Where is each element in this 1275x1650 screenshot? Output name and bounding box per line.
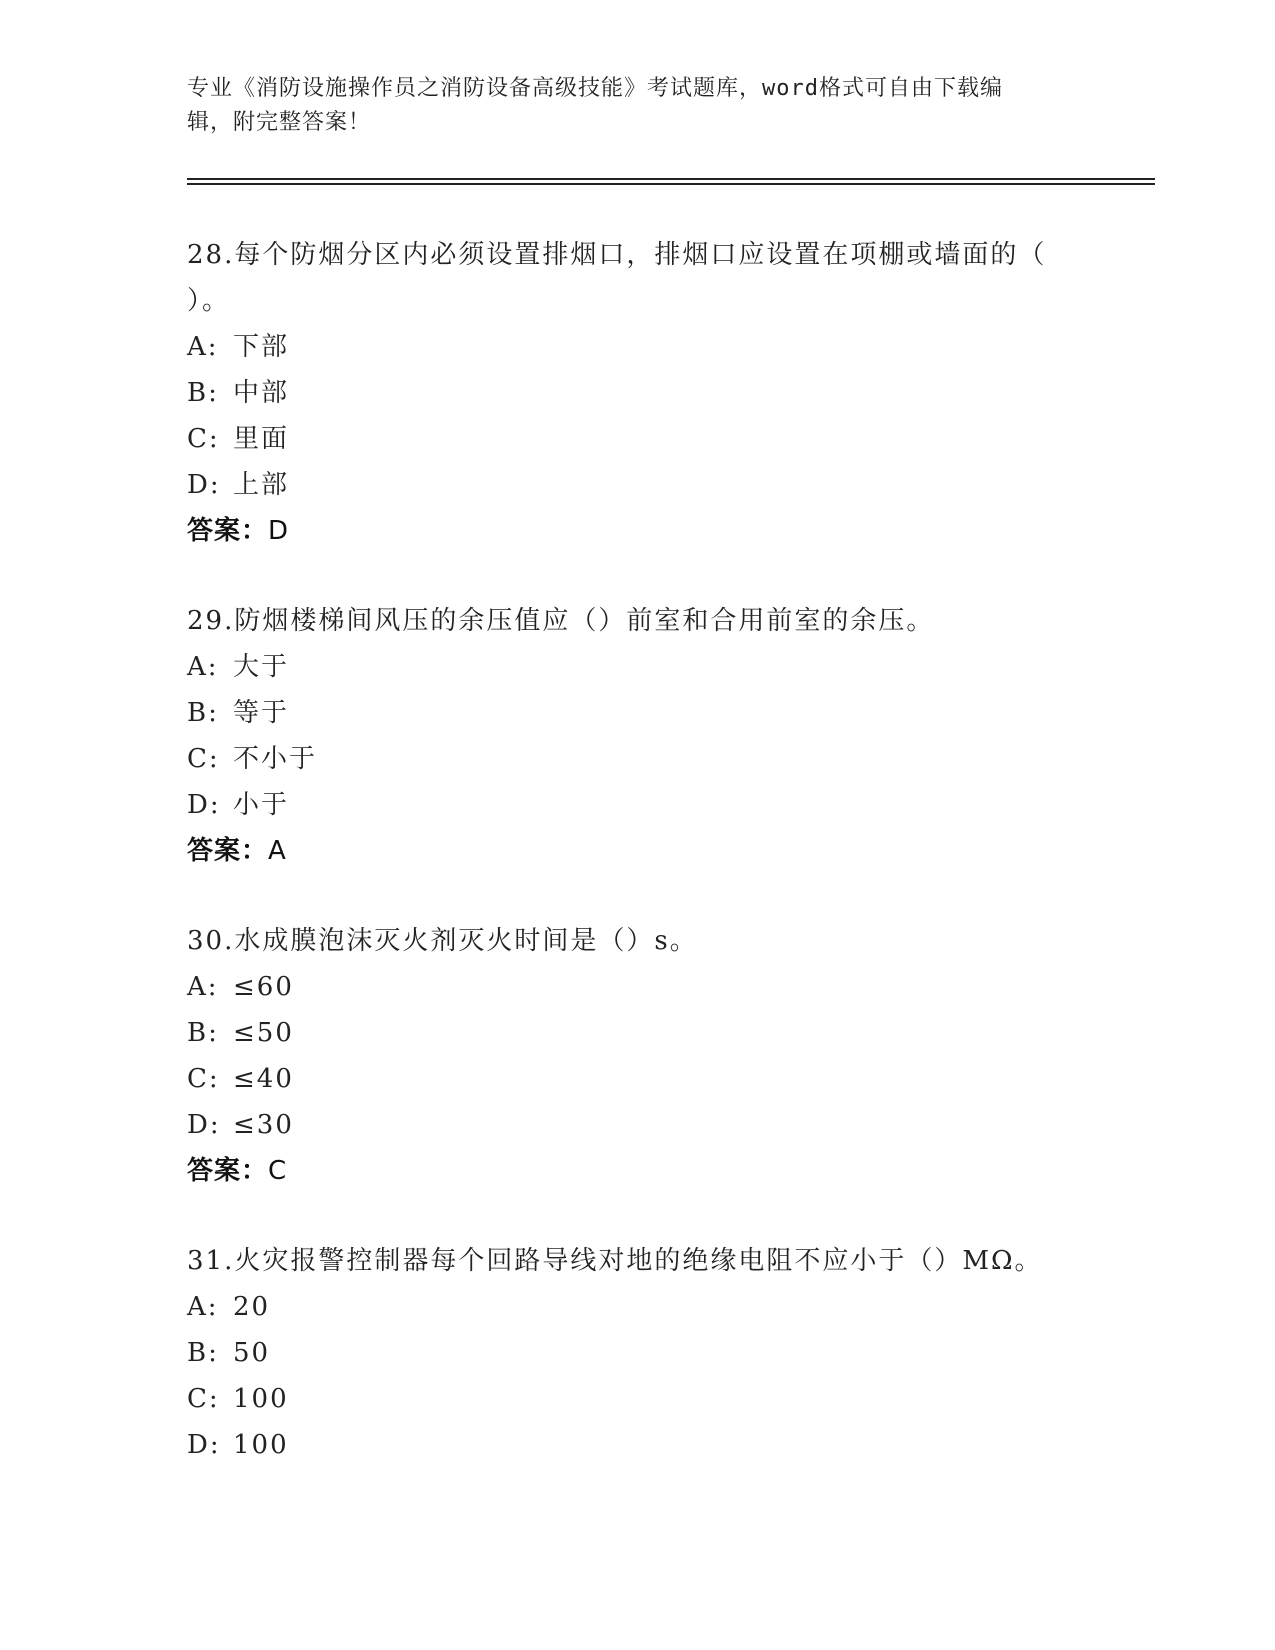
option-c [187,736,1087,782]
option-letter: B: [187,378,219,408]
option-text: 中部 [233,378,290,408]
option-letter: B: [187,1018,219,1048]
option-letter: B: [187,1338,219,1368]
option-a [187,964,1087,1010]
header-rule-bottom [187,183,1155,185]
option-a [187,324,1087,370]
option-text: 20 [233,1292,271,1322]
option-a [187,1284,1087,1330]
option-b [187,370,1087,416]
option-text: 50 [233,1338,271,1368]
answer-value: A [268,836,287,866]
option-text: ≤50 [233,1018,294,1048]
answer-label: 答案： [187,836,269,866]
question-stem-line-1: 29.防烟楼梯间风压的余压值应（）前室和合用前室的余压。 [187,606,935,636]
option-letter: C: [187,424,220,454]
option-text: 100 [233,1430,289,1460]
option-text: 等于 [233,698,290,728]
option-letter: C: [187,744,220,774]
option-text: 小于 [233,790,290,820]
option-letter: C: [187,1064,220,1094]
question-stem [187,598,1087,644]
option-letter: B: [187,698,219,728]
option-list [187,324,1087,508]
question-28 [187,232,1087,554]
option-c [187,1376,1087,1422]
option-a [187,644,1087,690]
option-d [187,1422,1087,1468]
option-b [187,1010,1087,1056]
question-stem [187,232,1087,324]
option-d [187,462,1087,508]
question-list [187,232,1087,1512]
question-stem [187,918,1087,964]
option-text: 下部 [233,332,290,362]
option-letter: A: [187,1292,219,1322]
option-letter: D: [187,470,221,500]
question-stem-line-2: ）。 [187,286,231,316]
answer-value: C [268,1156,288,1186]
option-d [187,1102,1087,1148]
answer-label: 答案： [187,1156,269,1186]
document-intro [187,72,1077,140]
question-stem-line-1: 28.每个防烟分区内必须设置排烟口，排烟口应设置在项棚或墙面的（ [187,240,1047,270]
header-rule-top [187,178,1155,180]
question-stem [187,1238,1087,1284]
option-letter: A: [187,972,219,1002]
option-text: 上部 [233,470,290,500]
question-31 [187,1238,1087,1468]
intro-line-1: 专业《消防设施操作员之消防设备高级技能》考试题库，word格式可自由下载编 [187,76,1003,101]
option-letter: D: [187,790,221,820]
answer-line [187,1148,1087,1194]
option-letter: D: [187,1110,221,1140]
option-text: 100 [233,1384,289,1414]
option-text: ≤60 [233,972,294,1002]
intro-line-2: 辑，附完整答案！ [187,110,372,135]
question-30 [187,918,1087,1194]
option-list [187,1284,1087,1468]
option-text: ≤40 [233,1064,294,1094]
option-c [187,1056,1087,1102]
option-b [187,1330,1087,1376]
option-letter: C: [187,1384,220,1414]
option-letter: A: [187,652,219,682]
option-d [187,782,1087,828]
question-29 [187,598,1087,874]
option-text: 里面 [233,424,290,454]
option-letter: A: [187,332,219,362]
answer-line [187,828,1087,874]
option-letter: D: [187,1430,221,1460]
answer-label: 答案： [187,516,269,546]
option-text: ≤30 [233,1110,294,1140]
question-stem-line-1: 31.火灾报警控制器每个回路导线对地的绝缘电阻不应小于（）MΩ。 [187,1246,1043,1276]
option-list [187,964,1087,1148]
option-b [187,690,1087,736]
option-text: 大于 [233,652,290,682]
question-stem-line-1: 30.水成膜泡沫灭火剂灭火时间是（）s。 [187,926,698,956]
option-c [187,416,1087,462]
option-list [187,644,1087,828]
answer-value: D [268,516,290,546]
option-text: 不小于 [233,744,318,774]
answer-line [187,508,1087,554]
